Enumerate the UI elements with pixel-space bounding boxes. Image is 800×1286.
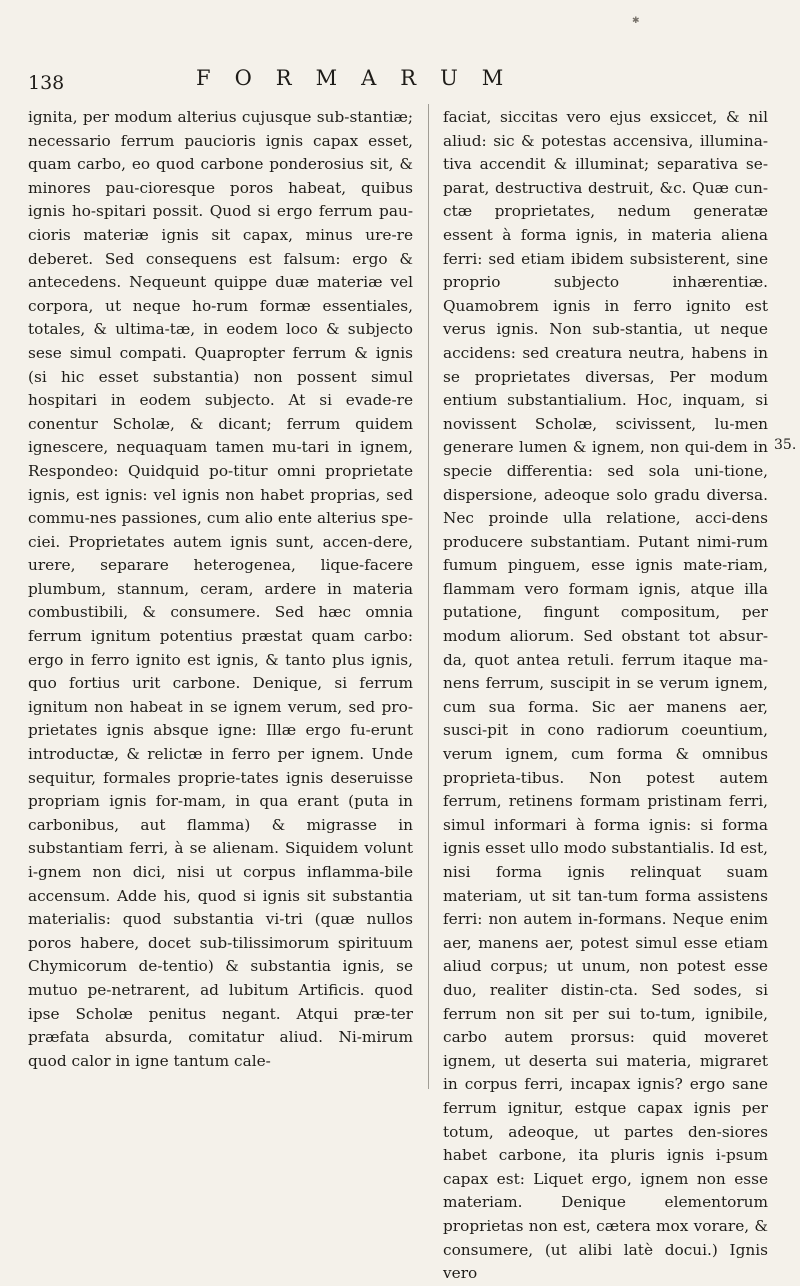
column-divider	[428, 104, 429, 1089]
left-column-text: ignita, per modum alterius cujusque sub-stantiæ; necessario ferrum paucioris ignis capax esset, quam carbo, eo quod carbone ponderosius sit, & minores pau-cioresque poros habeat, quibus ignis ho-spitari possit. Quod si ergo ferrum pau-cioris materiæ ignis sit capax, minus ure-re deberet. Sed consequens est falsum: ergo & antecedens. Nequeunt quippe duæ materiæ vel corpora, ut neque ho-rum formæ essentiales, totales, & ultima-tæ, in eodem loco & subjecto sese simul compati. Quapropter ferrum & ignis (si hic esset substantia) non possent simul hospitari in eodem subjecto. At si evade-re conentur Scholæ, & dicant; ferrum quidem ignescere, nequaquam tamen mu-tari in ignem, Respondeo: Quidquid po-titur omni proprietate ignis, est ignis: vel ignis non habet proprias, sed commu-nes passiones, cum alio ente alterius spe-ciei. Proprietates autem ignis sunt, accen-dere, urere, separare heterogenea, lique-facere plumbum, stannum, ceram, ardere in materia combustibili, & consumere. Sed hæc omnia ferrum ignitum potentius præstat quam carbo: ergo in ferro ignito est ignis, & tanto plus ignis, quo fortius urit carbone. Denique, si ferrum ignitum non habeat in se ignem verum, sed pro-prietates ignis absque igne: Illæ ergo fu-erunt introductæ, & relictæ in ferro per ignem. Unde sequitur, formales proprie-tates ignis deseruisse propriam ignis for-mam, in qua erant (puta in carbonibus, aut flamma) & migrasse in substantiam ferri, à se alienam. Siquidem volunt i-gnem non dici, nisi ut corpus inflamma-bile accensum. Adde his, quod si ignis sit substantia materialis: quod substantia vi-tri (quæ nullos poros habere, docet sub-tilissimorum spirituum Chymicorum de-tentio) & substantia ignis, se mutuo pe-netrarent, ad lubitum Artificis. quod ipse Scholæ penitus negant. Atqui præ-ter præfata absurda, comitatur aliud. Ni-mirum quod calor in igne tantum cale-	[28, 108, 413, 1070]
page-header	[28, 66, 768, 100]
right-column-text: faciat, siccitas vero ejus exsiccet, & nil aliud: sic & potestas accensiva, illumina-tiva accendit & illuminat; separativa se-parat, destructiva destruit, &c. Quæ cun-ctæ proprietates, nedum generatæ essent à forma ignis, in materia aliena ferri: sed etiam ibidem subsisterent, sine proprio subjecto inhærentiæ. Quamobrem ignis in ferro ignito est verus ignis. Non sub-stantia, ut neque accidens: sed creatura neutra, habens in se proprietates diversas, Per modum entium substantialium. Hoc, inquam, si novissent Scholæ, scivissent, lu-men generare lumen & ignem, non qui-dem in specie differentia: sed sola uni-tione, dispersione, adeoque solo gradu diversa. Nec proinde ulla relatione, acci-dens producere substantiam. Putant nimi-rum fumum pinguem, esse ignis mate-riam, flammam vero formam ignis, atque illa putatione, fingunt compositum, per modum aliorum. Sed obstant tot absur-da, quot antea retuli. ferrum itaque ma-nens ferrum, suscipit in se verum ignem, cum sua forma. Sic aer manens aer, susci-pit in cono radiorum coeuntium, verum ignem, cum forma & omnibus proprieta-tibus. Non potest autem ferrum, retinens formam pristinam ferri, simul informari à forma ignis: si forma ignis esset ullo modo substantialis. Id est, nisi forma ignis relinquat suam materiam, ut sit tan-tum forma assistens ferri: non autem in-formans. Neque enim aer, manens aer, potest simul esse etiam aliud corpus; ut unum, non potest esse duo, realiter distin-cta. Sed sodes, si ferrum non sit per sui to-tum, ignibile, carbo autem prorsus: quid moveret ignem, ut deserta sui materia, migraret in corpus ferri, incapax ignis? ergo sane ferrum ignitur, estque capax ignis per totum, adeoque, ut partes den-siores habet carbone, ita pluris ignis i-psum capax est: Liquet ergo, ignem non esse materiam. Denique elementorum proprietas non est, cætera mox vorare, & consumere, (ut alibi latè docui.) Ignis vero	[443, 108, 768, 1283]
right-column	[443, 106, 768, 1286]
left-column	[28, 106, 413, 1073]
running-title: FORMARUM	[196, 66, 528, 90]
margin-note: 35.	[774, 437, 797, 453]
page-number: 138	[28, 72, 65, 94]
ink-speck: ✱	[632, 16, 640, 26]
